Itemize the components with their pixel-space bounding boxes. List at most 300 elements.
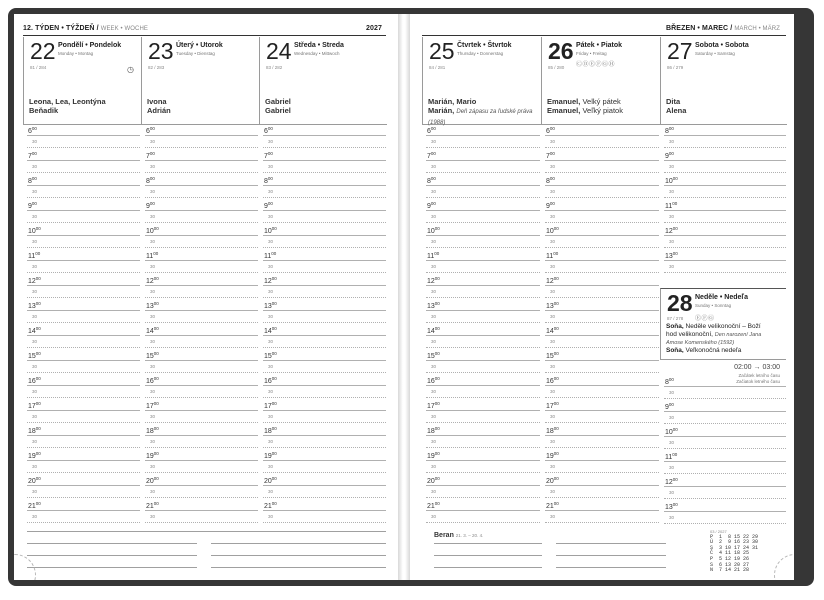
hour-number: 13 bbox=[665, 253, 673, 260]
half-hour-label: 30 bbox=[268, 464, 274, 469]
time-slot[interactable] bbox=[422, 200, 540, 225]
half-hour-rule bbox=[263, 472, 386, 473]
time-slot[interactable] bbox=[141, 225, 258, 250]
time-slot[interactable] bbox=[23, 150, 140, 175]
hour-number: 9 bbox=[665, 404, 669, 411]
hour-number: 17 bbox=[546, 403, 554, 410]
name-day-cz: Emanuel, bbox=[547, 97, 581, 106]
notes-line bbox=[27, 567, 197, 568]
hour-label bbox=[427, 276, 440, 285]
half-hour-rule bbox=[27, 447, 140, 448]
hour-rule bbox=[426, 160, 540, 161]
hour-label bbox=[546, 151, 555, 160]
hour-rule bbox=[426, 335, 540, 336]
hour-label bbox=[264, 126, 273, 135]
time-slot[interactable] bbox=[23, 300, 140, 325]
half-hour-label: 30 bbox=[669, 164, 675, 169]
minute-mark: 00 bbox=[553, 351, 559, 356]
hour-number: 20 bbox=[264, 478, 272, 485]
hour-label bbox=[427, 251, 439, 260]
time-slot[interactable] bbox=[141, 375, 258, 400]
minute-mark: 00 bbox=[672, 477, 678, 482]
holiday-cz: Velký pátek bbox=[582, 97, 621, 106]
time-slot[interactable] bbox=[541, 225, 659, 250]
hour-rule bbox=[263, 485, 386, 486]
time-slot[interactable] bbox=[660, 250, 786, 275]
half-hour-rule bbox=[263, 297, 386, 298]
minute-mark: 00 bbox=[434, 251, 440, 256]
time-slot[interactable] bbox=[660, 150, 786, 175]
time-slot[interactable] bbox=[541, 250, 659, 275]
hour-rule bbox=[27, 260, 140, 261]
hour-rule bbox=[545, 160, 659, 161]
time-slot[interactable] bbox=[259, 350, 386, 375]
sunday-note: Den narození Jana bbox=[714, 332, 762, 338]
hour-number: 13 bbox=[427, 303, 435, 310]
hour-label bbox=[146, 376, 159, 385]
time-slot[interactable] bbox=[541, 150, 659, 175]
half-hour-label: 30 bbox=[550, 139, 556, 144]
dst-note-sk: Začiatok letného času bbox=[736, 379, 780, 384]
left-page bbox=[14, 14, 398, 580]
half-hour-label: 30 bbox=[32, 339, 38, 344]
minute-mark: 00 bbox=[434, 326, 440, 331]
half-hour-rule bbox=[664, 172, 786, 173]
minute-mark: 00 bbox=[549, 126, 555, 131]
hour-label bbox=[546, 176, 555, 185]
half-hour-rule bbox=[27, 322, 140, 323]
time-slot[interactable] bbox=[259, 425, 386, 450]
time-slot[interactable] bbox=[541, 375, 659, 400]
time-slot[interactable] bbox=[141, 400, 258, 425]
notes-line bbox=[556, 567, 666, 568]
minute-mark: 00 bbox=[267, 176, 273, 181]
time-slot[interactable] bbox=[23, 425, 140, 450]
hour-label bbox=[427, 151, 436, 160]
half-hour-rule bbox=[664, 147, 786, 148]
time-slot[interactable] bbox=[23, 400, 140, 425]
time-slot[interactable] bbox=[23, 350, 140, 375]
time-slot[interactable] bbox=[23, 450, 140, 475]
time-slot[interactable] bbox=[541, 125, 659, 150]
holiday-sk: Veľký piatok bbox=[582, 106, 623, 115]
time-slot[interactable] bbox=[141, 475, 258, 500]
hour-label bbox=[546, 426, 559, 435]
half-hour-label: 30 bbox=[150, 214, 156, 219]
hour-number: 9 bbox=[546, 203, 550, 210]
minute-mark: 00 bbox=[35, 301, 41, 306]
half-hour-rule bbox=[263, 197, 386, 198]
day-of-year: 86 / 279 bbox=[667, 65, 684, 70]
half-hour-label: 30 bbox=[32, 464, 38, 469]
notes-line bbox=[434, 543, 542, 544]
hour-rule bbox=[263, 385, 386, 386]
hour-number: 21 bbox=[146, 503, 154, 510]
half-hour-label: 30 bbox=[268, 389, 274, 394]
week-label: 12. TÝDEN • TÝŽDEŇ / bbox=[23, 25, 99, 32]
half-hour-rule bbox=[145, 397, 258, 398]
hour-rule bbox=[145, 135, 258, 136]
time-slot[interactable] bbox=[422, 350, 540, 375]
time-slot[interactable] bbox=[422, 400, 540, 425]
mini-calendar-row: S 3 10 17 24 31 bbox=[710, 544, 759, 551]
sunday-note-2: Amose Komenského (1592) bbox=[666, 340, 735, 346]
hour-number: 10 bbox=[665, 429, 673, 436]
hour-rule bbox=[426, 235, 540, 236]
hour-label bbox=[546, 401, 559, 410]
time-slot[interactable] bbox=[660, 376, 786, 401]
half-hour-label: 30 bbox=[669, 189, 675, 194]
minute-mark: 00 bbox=[31, 201, 37, 206]
minute-mark: 00 bbox=[434, 401, 440, 406]
time-slot[interactable] bbox=[23, 125, 140, 150]
half-hour-label: 30 bbox=[550, 264, 556, 269]
half-hour-label: 30 bbox=[550, 189, 556, 194]
hour-rule bbox=[545, 435, 659, 436]
zodiac-note bbox=[434, 532, 483, 539]
time-slot[interactable] bbox=[422, 300, 540, 325]
hour-label bbox=[146, 201, 155, 210]
time-slot[interactable] bbox=[259, 250, 386, 275]
time-slot[interactable] bbox=[422, 475, 540, 500]
hour-label bbox=[546, 251, 558, 260]
name-day-sk: Emanuel, bbox=[547, 106, 581, 115]
minute-mark: 00 bbox=[35, 351, 41, 356]
sunday-number: 28 bbox=[667, 290, 693, 316]
header-rule bbox=[422, 35, 786, 36]
half-hour-label: 30 bbox=[150, 339, 156, 344]
hour-rule bbox=[426, 260, 540, 261]
half-hour-rule bbox=[426, 497, 540, 498]
time-slot[interactable] bbox=[23, 200, 140, 225]
time-slot[interactable] bbox=[422, 325, 540, 350]
half-hour-rule bbox=[145, 297, 258, 298]
time-slot[interactable] bbox=[141, 425, 258, 450]
hour-number: 17 bbox=[146, 403, 154, 410]
hour-rule bbox=[263, 335, 386, 336]
name-day-cz: Leona, Lea, Leontýna bbox=[29, 97, 106, 106]
half-hour-rule bbox=[27, 397, 140, 398]
half-hour-label: 30 bbox=[150, 289, 156, 294]
half-hour-label: 30 bbox=[268, 139, 274, 144]
name-day-sk: Beňadik bbox=[29, 106, 59, 115]
hour-number: 7 bbox=[427, 153, 431, 160]
day-column-monday bbox=[23, 37, 140, 547]
notes-line bbox=[556, 555, 666, 556]
day-column-sunday bbox=[660, 288, 786, 520]
half-hour-label: 30 bbox=[150, 414, 156, 419]
hour-number: 9 bbox=[264, 203, 268, 210]
half-hour-label: 30 bbox=[669, 214, 675, 219]
hour-number: 15 bbox=[28, 353, 36, 360]
half-hour-label: 30 bbox=[150, 489, 156, 494]
time-slot[interactable] bbox=[660, 225, 786, 250]
time-slot[interactable] bbox=[541, 450, 659, 475]
time-slot[interactable] bbox=[259, 450, 386, 475]
hour-rule bbox=[545, 385, 659, 386]
half-hour-label: 30 bbox=[431, 189, 437, 194]
time-slot[interactable] bbox=[660, 200, 786, 225]
half-hour-rule bbox=[545, 147, 659, 148]
half-hour-rule bbox=[664, 222, 786, 223]
time-slot[interactable] bbox=[23, 250, 140, 275]
hour-label bbox=[546, 326, 559, 335]
time-slot[interactable] bbox=[660, 401, 786, 426]
minute-mark: 00 bbox=[149, 176, 155, 181]
time-slot[interactable] bbox=[141, 275, 258, 300]
time-slot[interactable] bbox=[660, 125, 786, 150]
half-hour-rule bbox=[545, 472, 659, 473]
hour-rule bbox=[545, 335, 659, 336]
half-hour-label: 30 bbox=[669, 139, 675, 144]
time-slot[interactable] bbox=[141, 450, 258, 475]
hour-rule bbox=[664, 511, 786, 512]
minute-mark: 00 bbox=[149, 151, 155, 156]
time-slot[interactable] bbox=[141, 175, 258, 200]
hour-rule bbox=[545, 260, 659, 261]
hour-number: 7 bbox=[546, 153, 550, 160]
time-slot[interactable] bbox=[422, 125, 540, 150]
time-slot[interactable] bbox=[422, 250, 540, 275]
half-hour-label: 30 bbox=[150, 139, 156, 144]
time-slot[interactable] bbox=[141, 125, 258, 150]
time-slot[interactable] bbox=[23, 475, 140, 500]
hour-number: 13 bbox=[28, 303, 36, 310]
hour-label bbox=[264, 276, 277, 285]
half-hour-label: 30 bbox=[268, 264, 274, 269]
hour-number: 17 bbox=[264, 403, 272, 410]
day-header-box bbox=[660, 37, 787, 125]
half-hour-rule bbox=[545, 222, 659, 223]
hour-number: 18 bbox=[546, 428, 554, 435]
half-hour-rule bbox=[263, 322, 386, 323]
notes-line bbox=[27, 555, 197, 556]
time-slot[interactable] bbox=[23, 325, 140, 350]
half-hour-label: 30 bbox=[32, 314, 38, 319]
half-hour-label: 30 bbox=[550, 214, 556, 219]
hour-label bbox=[28, 226, 41, 235]
time-slot[interactable] bbox=[23, 225, 140, 250]
half-hour-label: 30 bbox=[431, 289, 437, 294]
time-slot[interactable] bbox=[23, 500, 140, 525]
day-column-friday bbox=[541, 37, 659, 547]
hour-label bbox=[427, 226, 440, 235]
half-hour-rule bbox=[263, 397, 386, 398]
hour-rule bbox=[664, 260, 786, 261]
time-slot[interactable] bbox=[422, 225, 540, 250]
half-hour-rule bbox=[263, 497, 386, 498]
hour-label bbox=[665, 502, 678, 511]
time-slot[interactable] bbox=[141, 250, 258, 275]
half-hour-label: 30 bbox=[669, 490, 675, 495]
minute-mark: 00 bbox=[153, 351, 159, 356]
day-of-year: 83 / 282 bbox=[266, 65, 283, 70]
mini-calendar-row: N 7 14 21 28 bbox=[710, 567, 750, 574]
hour-label bbox=[28, 376, 41, 385]
minute-mark: 00 bbox=[549, 176, 555, 181]
time-slot[interactable] bbox=[541, 475, 659, 500]
half-hour-label: 30 bbox=[431, 164, 437, 169]
time-slot[interactable] bbox=[259, 275, 386, 300]
time-slot[interactable] bbox=[422, 375, 540, 400]
hour-number: 19 bbox=[427, 453, 435, 460]
half-hour-label: 30 bbox=[150, 364, 156, 369]
half-hour-rule bbox=[145, 347, 258, 348]
time-slot[interactable] bbox=[541, 175, 659, 200]
time-slot[interactable] bbox=[660, 451, 786, 476]
hour-number: 7 bbox=[28, 153, 32, 160]
time-slot[interactable] bbox=[23, 175, 140, 200]
hour-rule bbox=[27, 385, 140, 386]
minute-mark: 00 bbox=[549, 151, 555, 156]
hour-label bbox=[427, 476, 440, 485]
time-slot[interactable] bbox=[422, 500, 540, 525]
time-slot[interactable] bbox=[660, 175, 786, 200]
hour-number: 19 bbox=[546, 453, 554, 460]
time-slot[interactable] bbox=[541, 200, 659, 225]
half-hour-rule bbox=[27, 222, 140, 223]
half-hour-rule bbox=[426, 272, 540, 273]
time-slot[interactable] bbox=[23, 375, 140, 400]
time-slot[interactable] bbox=[259, 150, 386, 175]
hour-number: 8 bbox=[427, 178, 431, 185]
time-slot[interactable] bbox=[541, 325, 659, 350]
time-slot[interactable] bbox=[541, 350, 659, 375]
sunday-holiday-sk: Veľkonočná nedeľa bbox=[685, 347, 742, 354]
hour-label bbox=[264, 226, 277, 235]
hour-number: 10 bbox=[546, 228, 554, 235]
planner-spine bbox=[398, 14, 410, 580]
time-slot[interactable] bbox=[141, 200, 258, 225]
hour-label bbox=[264, 476, 277, 485]
hour-rule bbox=[263, 285, 386, 286]
time-slot[interactable] bbox=[259, 225, 386, 250]
sunday-count: 87 / 278 bbox=[667, 316, 684, 321]
time-slot[interactable] bbox=[422, 450, 540, 475]
day-name: Středa • Streda bbox=[294, 42, 344, 49]
time-slot[interactable] bbox=[422, 175, 540, 200]
day-header-box bbox=[422, 37, 541, 125]
day-name: Úterý • Utorok bbox=[176, 42, 223, 49]
time-slot[interactable] bbox=[259, 175, 386, 200]
half-hour-rule bbox=[545, 372, 659, 373]
half-hour-label: 30 bbox=[32, 514, 38, 519]
day-number: 27 bbox=[667, 38, 693, 64]
hour-rule bbox=[27, 510, 140, 511]
time-slot[interactable] bbox=[141, 350, 258, 375]
hour-rule bbox=[145, 185, 258, 186]
hour-label bbox=[146, 226, 159, 235]
hour-rule bbox=[263, 510, 386, 511]
half-hour-rule bbox=[145, 172, 258, 173]
half-hour-rule bbox=[145, 222, 258, 223]
hour-label bbox=[146, 351, 159, 360]
minute-mark: 00 bbox=[553, 276, 559, 281]
time-slot[interactable] bbox=[259, 475, 386, 500]
half-hour-rule bbox=[664, 473, 786, 474]
hour-rule bbox=[145, 410, 258, 411]
half-hour-label: 30 bbox=[550, 464, 556, 469]
week-header bbox=[23, 25, 148, 32]
name-day-sk: Gabriel bbox=[265, 106, 291, 115]
time-slot[interactable] bbox=[541, 425, 659, 450]
half-hour-label: 30 bbox=[32, 164, 38, 169]
hour-label bbox=[427, 326, 440, 335]
hour-rule bbox=[145, 460, 258, 461]
time-slot[interactable] bbox=[541, 300, 659, 325]
time-slot[interactable] bbox=[660, 501, 786, 526]
hour-rule bbox=[545, 185, 659, 186]
time-slot[interactable] bbox=[141, 300, 258, 325]
hour-number: 10 bbox=[427, 228, 435, 235]
time-slot[interactable] bbox=[660, 476, 786, 501]
time-slot[interactable] bbox=[422, 275, 540, 300]
hour-number: 6 bbox=[427, 128, 431, 135]
minute-mark: 00 bbox=[434, 276, 440, 281]
hour-label bbox=[264, 201, 273, 210]
time-slot[interactable] bbox=[660, 426, 786, 451]
hour-rule bbox=[545, 210, 659, 211]
time-slot[interactable] bbox=[422, 425, 540, 450]
hour-number: 16 bbox=[546, 378, 554, 385]
half-hour-rule bbox=[426, 172, 540, 173]
hour-number: 12 bbox=[264, 278, 272, 285]
minute-mark: 00 bbox=[553, 376, 559, 381]
time-slot[interactable] bbox=[541, 400, 659, 425]
time-slot[interactable] bbox=[259, 400, 386, 425]
time-slot[interactable] bbox=[141, 500, 258, 525]
time-slot[interactable] bbox=[141, 325, 258, 350]
time-slot[interactable] bbox=[23, 275, 140, 300]
half-hour-rule bbox=[263, 447, 386, 448]
hour-number: 14 bbox=[427, 328, 435, 335]
time-slot[interactable] bbox=[541, 275, 659, 300]
minute-mark: 00 bbox=[271, 251, 277, 256]
half-hour-label: 30 bbox=[32, 414, 38, 419]
hour-label bbox=[665, 251, 678, 260]
sunday-holiday-cz-2: hod velikonoční, bbox=[666, 331, 713, 338]
time-slot[interactable] bbox=[541, 500, 659, 525]
hour-rule bbox=[664, 210, 786, 211]
month-sub-label: MARCH • MÄRZ bbox=[734, 26, 780, 32]
hour-label bbox=[264, 451, 277, 460]
minute-mark: 00 bbox=[553, 226, 559, 231]
time-slot[interactable] bbox=[259, 375, 386, 400]
time-slot[interactable] bbox=[422, 150, 540, 175]
time-slot[interactable] bbox=[259, 200, 386, 225]
hour-number: 13 bbox=[146, 303, 154, 310]
hour-label bbox=[427, 426, 440, 435]
half-hour-rule bbox=[145, 372, 258, 373]
hour-label bbox=[264, 376, 277, 385]
time-slot[interactable] bbox=[259, 500, 386, 525]
time-slot[interactable] bbox=[259, 325, 386, 350]
hour-number: 8 bbox=[665, 379, 669, 386]
hour-number: 18 bbox=[28, 428, 36, 435]
time-slot[interactable] bbox=[259, 125, 386, 150]
time-slot[interactable] bbox=[259, 300, 386, 325]
hour-number: 6 bbox=[146, 128, 150, 135]
half-hour-rule bbox=[263, 422, 386, 423]
hour-rule bbox=[27, 310, 140, 311]
hour-rule bbox=[145, 385, 258, 386]
hour-rule bbox=[664, 411, 786, 412]
minute-mark: 00 bbox=[430, 151, 436, 156]
minute-mark: 00 bbox=[153, 451, 159, 456]
sunday-symbols: ⒺⒻⒼ bbox=[695, 316, 715, 322]
time-slot[interactable] bbox=[141, 150, 258, 175]
minute-mark: 00 bbox=[271, 351, 277, 356]
